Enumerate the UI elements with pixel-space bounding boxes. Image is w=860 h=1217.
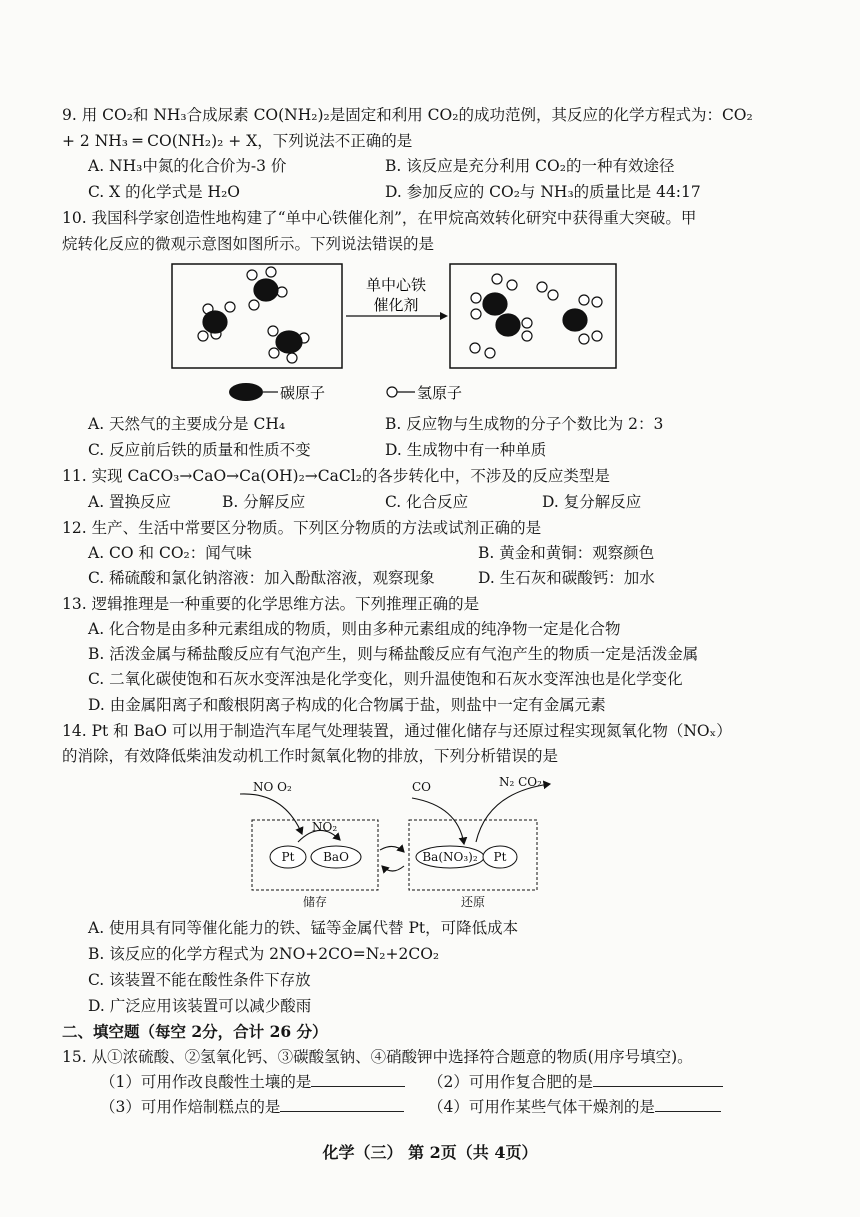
catalyst-label-1: 单中心铁 [365,276,427,294]
q15-part2-label: （2）可用作复合肥的是 [428,1073,593,1091]
q15-part4 [428,1096,721,1118]
q11-option-d: D. 复分解反应 [542,493,642,511]
ethylene-molecule [563,295,602,344]
label-co: CO [412,780,432,794]
q10-stem-line1: 10. 我国科学家创造性地构建了“单中心铁催化剂”，在甲烷高效转化研究中获得重大突破。甲 [62,209,697,227]
methane-molecule [247,267,287,310]
q12-option-d: D. 生石灰和碳酸钙：加水 [478,569,655,587]
q13-option-d: D. 由金属阳离子和酸根阴离子构成的化合物属于盐，则盐中一定有金属元素 [88,696,606,714]
svg-text:Pt: Pt [493,850,507,864]
q11-stem: 11. 实现 CaCO₃→CaO→Ca(OH)₂→CaCl₂的各步转化中，不涉及的反应类型是 [62,467,610,485]
q13-option-a: A. 化合物是由多种元素组成的物质，则由多种元素组成的纯净物一定是化合物 [88,620,621,638]
nox-storage-reduction-diagram [232,772,572,910]
q15-answer-blank-1[interactable] [311,1072,405,1087]
q13-option-b: B. 活泼金属与稀盐酸反应有气泡产生，则与稀盐酸反应有气泡产生的物质一定是活泼金属 [88,645,699,663]
q13-option-c: C. 二氧化碳使饱和石灰水变浑浊是化学变化，则升温使饱和石灰水变浑浊也是化学变化 [88,670,683,688]
carbon-atom-legend-icon [229,383,263,401]
q11-option-a: A. 置换反应 [88,493,172,511]
q13-stem: 13. 逻辑推理是一种重要的化学思维方法。下列推理正确的是 [62,595,480,613]
q9-stem-line1: 9. 用 CO₂和 NH₃合成尿素 CO(NH₂)₂是固定和利用 CO₂的成功范例，其反应的化学方程式为：CO₂ [62,106,753,124]
exchange-arrow-top [380,846,404,852]
q14-option-a: A. 使用具有同等催化能力的铁、锰等金属代替 Pt，可降低成本 [88,919,519,937]
q9-stem-line2: + 2 NH₃ ═ CO(NH₂)₂ + X，下列说法不正确的是 [62,132,413,150]
methane-molecule [268,326,309,363]
q12-stem: 12. 生产、生活中常要区分物质。下列区分物质的方法或试剂正确的是 [62,519,542,537]
q14-option-b: B. 该反应的化学方程式为 2NO+2CO=N₂+2CO₂ [88,945,440,963]
q14-option-c: C. 该装置不能在酸性条件下存放 [88,971,311,989]
q14-stem-line2: 的消除，有效降低柴油发动机工作时氮氧化物的排放，下列分析错误的是 [62,747,559,765]
label-no-o2: NO O₂ [253,780,292,794]
q12-option-a: A. CO 和 CO₂：闻气味 [88,544,252,562]
methane-conversion-diagram [170,258,670,408]
reaction-arrow [440,312,448,320]
q10-option-c: C. 反应前后铁的质量和性质不变 [88,441,311,459]
q14-option-d: D. 广泛应用该装置可以减少酸雨 [88,997,312,1015]
hydrogen-molecule [537,282,558,300]
q15-part3-label: （3）可用作焙制糕点的是 [100,1098,281,1116]
label-reduction: 还原 [460,895,486,909]
exchange-arrow-bottom [382,866,404,871]
q15-answer-blank-3[interactable] [280,1097,404,1112]
q15-part3 [100,1096,404,1118]
q10-option-d: D. 生成物中有一种单质 [385,441,547,459]
q15-stem: 15. 从①浓硫酸、②氢氧化钙、③碳酸氢钠、④硝酸钾中选择符合题意的物质(用序号填空)。 [62,1048,693,1066]
catalyst-label-2: 催化剂 [373,296,419,314]
q12-option-b: B. 黄金和黄铜：观察颜色 [478,544,655,562]
label-storage: 储存 [302,895,328,909]
page-footer: 化学（三） 第 2页（共 4页） [322,1143,538,1162]
q9-option-c: C. X 的化学式是 H₂O [88,183,240,201]
q15-part4-label: （4）可用作某些气体干燥剂的是 [428,1098,655,1116]
svg-text:Pt: Pt [281,850,295,864]
q15-part1 [100,1071,405,1093]
label-n2-co2: N₂ CO₂ [499,775,542,789]
hydrogen-molecule [470,343,495,358]
q9-option-a: A. NH₃中氮的化合价为-3 价 [88,157,287,175]
svg-text:Ba(NO₃)₂: Ba(NO₃)₂ [422,850,478,864]
q10-option-b: B. 反应物与生成物的分子个数比为 2：3 [385,415,664,433]
q15-answer-blank-2[interactable] [593,1072,723,1087]
reactant-box [172,264,342,368]
svg-text:BaO: BaO [323,850,349,864]
hydrogen-molecule [492,274,517,290]
q9-option-b: B. 该反应是充分利用 CO₂的一种有效途径 [385,157,675,175]
q15-answer-blank-4[interactable] [655,1097,721,1112]
q11-option-c: C. 化合反应 [385,493,469,511]
q14-stem-line1: 14. Pt 和 BaO 可以用于制造汽车尾气处理装置，通过催化储存与还原过程实现氮氧化物（NOₓ） [62,722,732,740]
hydrogen-atom-legend-icon [387,387,397,397]
q10-stem-line2: 烷转化反应的微观示意图如图所示。下列说法错误的是 [62,235,435,253]
legend-hydrogen-label: 氢原子 [417,384,463,402]
q12-option-c: C. 稀硫酸和氯化钠溶液：加入酚酞溶液，观察现象 [88,569,435,587]
ethylene-molecule [471,293,532,341]
q15-part2 [428,1071,723,1093]
label-no2: NO₂ [312,820,338,834]
methane-molecule [198,302,235,341]
q9-option-d: D. 参加反应的 CO₂与 NH₃的质量比是 44:17 [385,183,701,201]
q10-option-a: A. 天然气的主要成分是 CH₄ [88,415,286,433]
legend-carbon-label: 碳原子 [280,384,326,402]
q11-option-b: B. 分解反应 [222,493,306,511]
section-title-fill-in: 二、填空题（每空 2分，合计 26 分） [62,1022,328,1041]
q15-part1-label: （1）可用作改良酸性土壤的是 [100,1073,312,1091]
